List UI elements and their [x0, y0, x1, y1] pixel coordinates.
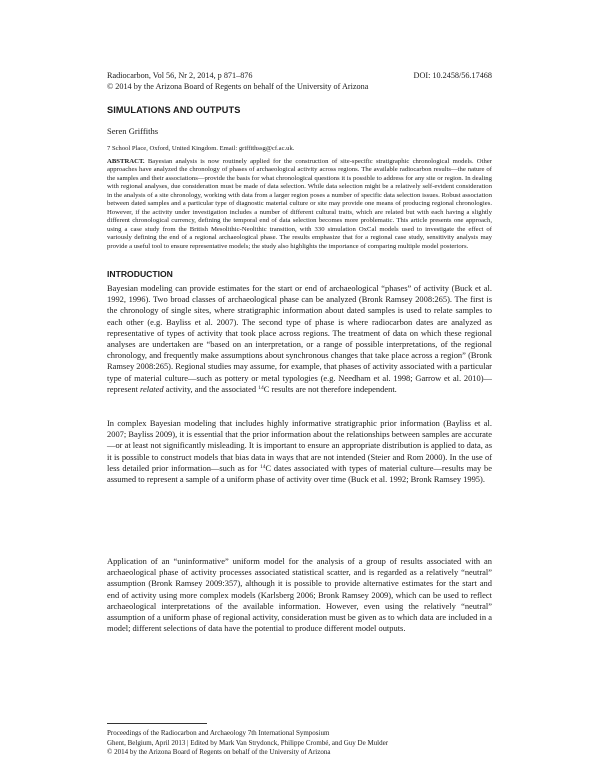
- footer-proceedings: Proceedings of the Radiocarbon and Archaeology 7th International Symposium: [107, 729, 330, 737]
- author-name: Seren Griffiths: [107, 126, 159, 136]
- journal-citation: Radiocarbon, Vol 56, Nr 2, 2014, p 871–876: [107, 71, 253, 80]
- p1-text-a: Bayesian modeling can provide estimates for the start or end of archaeological “phases” of activity (Buck et al. 1992, 1996). Two broad classes of archaeological phase can be analyzed (Bronk Ramsey 2008:265). The first is the chronology of single sites, where stratigraphic information about dated samples is used to relate samples to each other (e.g. Bayliss et al. 2007). The second type of phase is where radiocarbon dates are analyzed as representative of types of activity that took place across regions. The treatment of data on which these regional analyses are undertaken are “based on an interpretation, or a range of possible interpretations, of the regional chronology, and frequently make assumptions about synchronous changes that take place across a region” (Bronk Ramsey 2008:265). Regional studies may assume, for example, that phases of activity associated with a particular type of material culture—such as pottery or metal typologies (e.g. Needham et al. 1998; Garrow et al. 2010)—represent: [107, 283, 492, 394]
- abstract-label: ABSTRACT.: [107, 158, 145, 165]
- section-heading-introduction: INTRODUCTION: [107, 269, 173, 279]
- abstract-text: Bayesian analysis is now routinely applied for the construction of site-specific stratigraphic chronological models. Other approaches have analyzed the chronology of phases of archaeological activity across regions. The available radiocarbon results—the nature of the samples and their associations—provide the basis for what chronological questions it is possible to address for any site or region. In dealing with regional analyses, due consideration must be made of data selection. While data selection might be a relatively self-evident consideration in the analysis of a site chronology, working with data from a larger region poses a number of specific data selection issues. Robust association between dated samples and a particular type of diagnostic material culture or site may provide one means of producing regional chronologies. However, if the activity under investigation includes a number of different cultural traits, which are related but with each having a slightly different chronological currency, defining the temporal end of data selection becomes more problematic. This article presents one approach, using a case study from the British Mesolithic-Neolithic transition, with 330 simulation OxCal models used to investigate the effect of variously defining the end of a regional archaeological phase. The results emphasize that for a regional case study, sensitivity analysis may provide a useful tool to ensure representative models; the study also highlights the importance of comparing multiple model posteriors.: [107, 158, 492, 250]
- intro-paragraph-2: [107, 418, 492, 485]
- p2-text-a: In complex Bayesian modeling that includes highly informative stratigraphic prior information (Bayliss et al. 2007; Bayliss 2009), it is essential that the prior information about the relationships between samples are accurate—or at least not significantly misleading. It is important to ensure an appropriate distribution is applied to data, as it is possible to construct models that bias data in ways that are not intended (Steier and Rom 2000). In the use of less detailed prior information—such as for: [107, 418, 492, 473]
- abstract: [107, 158, 492, 251]
- intro-paragraph-1: [107, 283, 492, 395]
- footer-notes: [107, 729, 492, 758]
- footnote-divider: [107, 723, 207, 724]
- footer-copyright: © 2014 by the Arizona Board of Regents on behalf of the University of Arizona: [107, 748, 331, 757]
- article-title: SIMULATIONS AND OUTPUTS: [107, 105, 241, 115]
- p1-emphasis: related: [140, 383, 164, 394]
- p2-text-b: C dates associated with types of material culture—results may be assumed to represent a sample of a uniform phase of activity over time (Buck et al. 1992; Bronk Ramsey 1995).: [107, 462, 493, 485]
- author-affiliation: 7 School Place, Oxford, United Kingdom. Email: griffithssg@cf.ac.uk.: [107, 145, 295, 152]
- intro-paragraph-3: Application of an “uninformative” uniform model for the analysis of a group of results associated with an archaeological phase of activity processes associated statistical scatter, and is regarded as a relatively “neutral” assumption (Bronk Ramsey 2009:357), although it is possible to provide alternative estimates for the start and end of activity using more complex models (Karlsberg 2006; Bronk Ramsey 2009), which can be used to reflect archaeological interpretations of the available information. However, even using the relatively “neutral” assumption of a uniform phase of regional activity, consideration must be given as to which data are included in a model; different selections of data have the potential to produce different model outputs.: [107, 556, 492, 634]
- p1-text-c: C results are not therefore independent.: [263, 383, 397, 394]
- running-header: [107, 71, 492, 92]
- header-copyright: © 2014 by the Arizona Board of Regents on behalf of the University of Arizona: [107, 81, 369, 91]
- footer-editors: Ghent, Belgium, April 2013 | Edited by Mark Van Strydonck, Philippe Crombé, and Guy De Mulder: [107, 738, 389, 747]
- p1-text-b: activity, and the associated: [163, 383, 259, 394]
- p2-superscript: 14: [260, 463, 266, 470]
- doi[interactable]: DOI: 10.2458/56.17468: [413, 71, 492, 80]
- p1-superscript: 14: [258, 384, 264, 391]
